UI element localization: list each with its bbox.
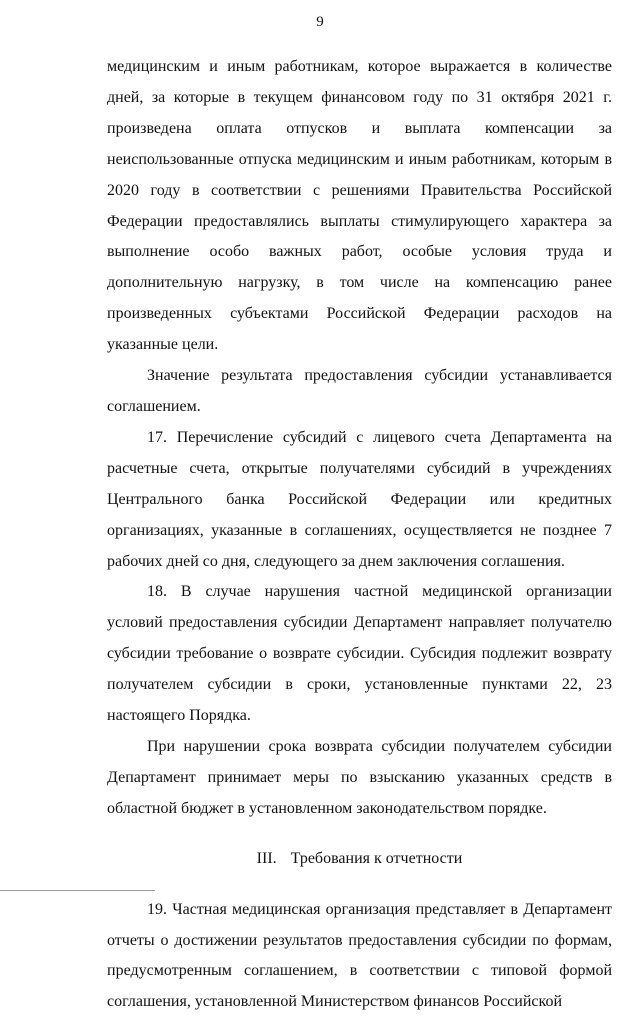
section-heading	[107, 843, 612, 874]
document-body	[107, 52, 612, 1018]
paragraph-item-17: 17. Перечисление субсидий с лицевого счета Департамента на расчетные счета, открытые получателями субсидий в учреждениях Центрального банка Российской Федерации или кредитных организациях, указанные в соглашениях, осуществляется не позднее 7 рабочих дней со дня, следующего за днем заключения соглашения.	[107, 428, 612, 570]
page-number: 9	[316, 14, 324, 30]
paragraph-return-deadline: При нарушении срока возврата субсидии получателем субсидии Департамент принимает меры по взысканию указанных средств в областной бюджет в установленном законодательством порядке.	[107, 737, 612, 817]
paragraph-continuation: медицинским и иным работникам, которое выражается в количестве дней, за которые в текущем финансовом году по 31 октября 2021 г. произведена оплата отпусков и выплата компенсации за неиспользованные отпуска медицинским и иным работникам, которым в 2020 году в соответствии с решениями Правительства Российской Федерации предоставлялись выплаты стимулирующего характера за выполнение особо важных работ, особые условия труда и дополнительную нагрузку, в том числе на компенсацию ранее произведенных субъектами Российской Федерации расходов на указанные цели.	[107, 58, 612, 354]
section-title: Требования к отчетности	[290, 849, 463, 867]
paragraph-item-18: 18. В случае нарушения частной медицинской организации условий предоставления субсидии Департамент направляет получателю субсидии требование о возврате субсидии. Субсидия подлежит возврату получателем субсидии в сроки, установленные пунктами 22, 23 настоящего Порядка.	[107, 583, 612, 725]
footnote-divider	[0, 890, 155, 891]
paragraph-item-19: 19. Частная медицинская организация представляет в Департамент отчеты о достижении результатов предоставления субсидии по формам, предусмотренным соглашением, в соответствии с типовой формой соглашения, установленной Министерством финансов Российской	[107, 900, 612, 1011]
paragraph-result-value: Значение результата предоставления субсидии устанавливается соглашением.	[107, 367, 612, 415]
section-number: III.	[256, 849, 277, 867]
